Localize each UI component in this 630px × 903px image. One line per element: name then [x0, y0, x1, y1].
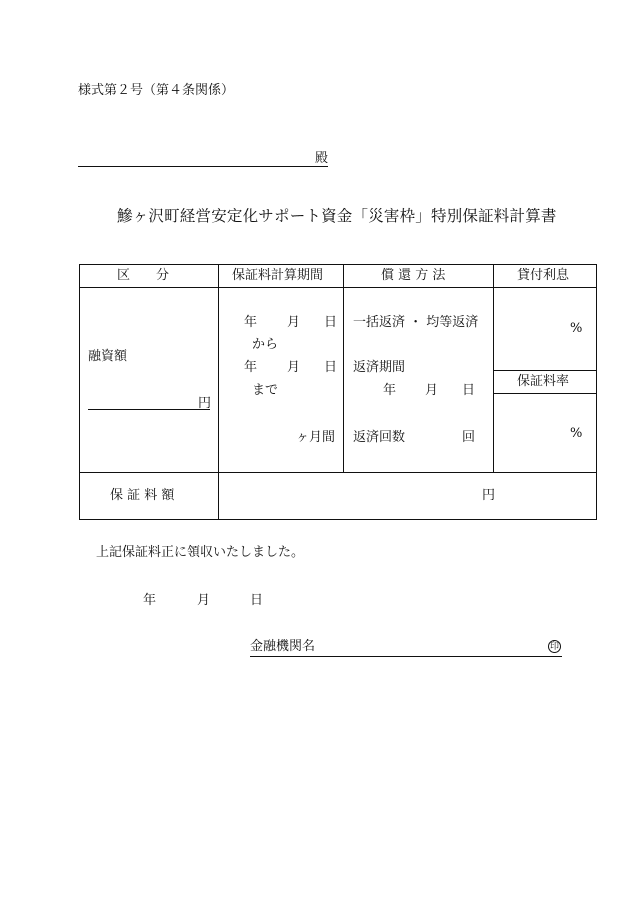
col-divider-3 — [493, 264, 494, 472]
table-border — [79, 264, 597, 520]
col-divider-1 — [218, 264, 219, 520]
period-end-day: 日 — [324, 360, 338, 375]
institution-underline — [250, 656, 562, 657]
period-end-month: 月 — [287, 360, 301, 375]
col-divider-2 — [343, 264, 344, 472]
date-day: 日 — [250, 593, 264, 608]
rate-bottom-divider — [493, 393, 597, 394]
period-until: まで — [252, 383, 279, 398]
header-category: 区 分 — [117, 268, 170, 283]
seal-mark: 印 — [549, 642, 559, 652]
guarantee-rate-label: 保証料率 — [517, 374, 570, 389]
repayment-count-label: 返済回数 — [353, 430, 406, 445]
loan-amount-label: 融資額 — [88, 349, 128, 364]
date-month: 月 — [197, 593, 211, 608]
period-from: から — [252, 337, 279, 352]
period-end-year: 年 — [244, 360, 258, 375]
repayment-count-unit: 回 — [462, 430, 476, 445]
form-number: 様式第２号（第４条関係） — [78, 83, 235, 98]
rate-top-divider — [493, 370, 597, 371]
receipt-statement: 上記保証料正に領収いたしました。 — [96, 545, 305, 560]
period-start-day: 日 — [324, 315, 338, 330]
period-start-year: 年 — [244, 315, 258, 330]
guarantee-fee-yen: 円 — [482, 488, 496, 503]
addressee-line — [78, 166, 328, 167]
date-year: 年 — [143, 593, 157, 608]
period-months: ヶ月間 — [296, 430, 336, 445]
guarantee-fee-label: 保 証 料 額 — [110, 488, 175, 503]
interest-percent: % — [570, 321, 583, 336]
repayment-period-label: 返済期間 — [353, 360, 406, 375]
loan-amount-underline — [88, 409, 210, 410]
addressee-suffix: 殿 — [315, 151, 329, 166]
header-period: 保証料計算期間 — [232, 268, 324, 283]
repayment-period-year: 年 — [383, 383, 397, 398]
loan-amount-yen: 円 — [198, 396, 212, 411]
repayment-period-day: 日 — [462, 383, 476, 398]
repayment-period-month: 月 — [425, 383, 439, 398]
fee-row-divider — [79, 472, 597, 473]
guarantee-rate-percent: % — [570, 426, 583, 441]
document-title: 鰺ヶ沢町経営安定化サポート資金「災害枠」特別保証料計算書 — [117, 207, 557, 225]
header-row-divider — [79, 287, 597, 288]
header-interest: 貸付利息 — [517, 268, 570, 283]
header-repayment: 償 還 方 法 — [381, 268, 446, 283]
period-start-month: 月 — [287, 315, 301, 330]
repayment-method: 一括返済 ・ 均等返済 — [353, 315, 479, 330]
institution-label: 金融機関名 — [250, 639, 316, 654]
